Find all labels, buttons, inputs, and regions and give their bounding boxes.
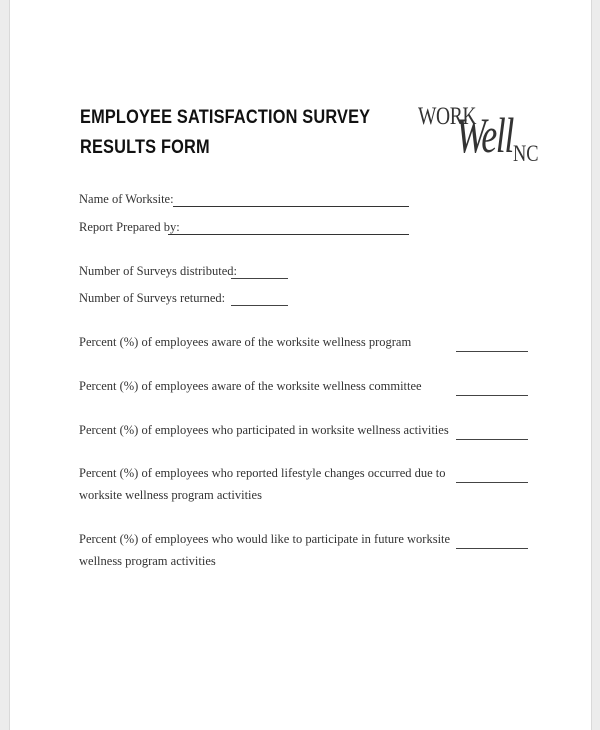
- form-title-line2: RESULTS FORM: [80, 137, 210, 158]
- percent-item-3: [79, 420, 449, 442]
- worksite-blank-line[interactable]: [173, 206, 409, 207]
- percent-item-3-text: Percent (%) of employees who participated in worksite wellness activities: [79, 423, 449, 437]
- percent-item-1-blank-line[interactable]: [456, 351, 528, 352]
- logo-nc-text: NC: [513, 141, 539, 166]
- percent-item-5-text-line1: Percent (%) of employees who would like to participate in future worksite: [79, 532, 451, 546]
- prepared-by-blank-line[interactable]: [168, 234, 409, 235]
- distributed-label: Number of Surveys distributed:: [79, 264, 237, 278]
- logo-well-text: Well: [456, 107, 513, 163]
- percent-item-2-blank-line[interactable]: [456, 395, 528, 396]
- percent-item-2: [79, 376, 422, 398]
- document-page: [9, 0, 592, 730]
- form-title-line1: EMPLOYEE SATISFACTION SURVEY: [80, 107, 371, 128]
- percent-item-1: [79, 332, 419, 354]
- workwell-nc-logo: [418, 103, 538, 173]
- distributed-blank-line[interactable]: [231, 278, 288, 279]
- returned-label: Number of Surveys returned:: [79, 291, 226, 305]
- percent-item-2-text: Percent (%) of employees aware of the worksite wellness committee: [79, 379, 422, 393]
- returned-blank-line[interactable]: [231, 305, 288, 306]
- percent-item-4: [79, 463, 446, 506]
- worksite-label: Name of Worksite:: [79, 192, 174, 206]
- form-title: [80, 103, 370, 163]
- percent-item-5-blank-line[interactable]: [456, 548, 528, 549]
- percent-item-4-blank-line[interactable]: [456, 482, 528, 483]
- percent-item-4-text-line1: Percent (%) of employees who reported lifestyle changes occurred due to: [79, 466, 446, 480]
- logo-work-text: WORK: [418, 103, 477, 130]
- percent-item-3-blank-line[interactable]: [456, 439, 528, 440]
- percent-item-5: [79, 529, 451, 572]
- prepared-by-label: Report Prepared by:: [79, 220, 180, 234]
- percent-item-1-text: Percent (%) of employees aware of the worksite wellness program: [79, 335, 412, 349]
- percent-item-5-text-line2: wellness program activities: [79, 553, 216, 568]
- percent-item-4-text-line2: worksite wellness program activities: [79, 487, 262, 502]
